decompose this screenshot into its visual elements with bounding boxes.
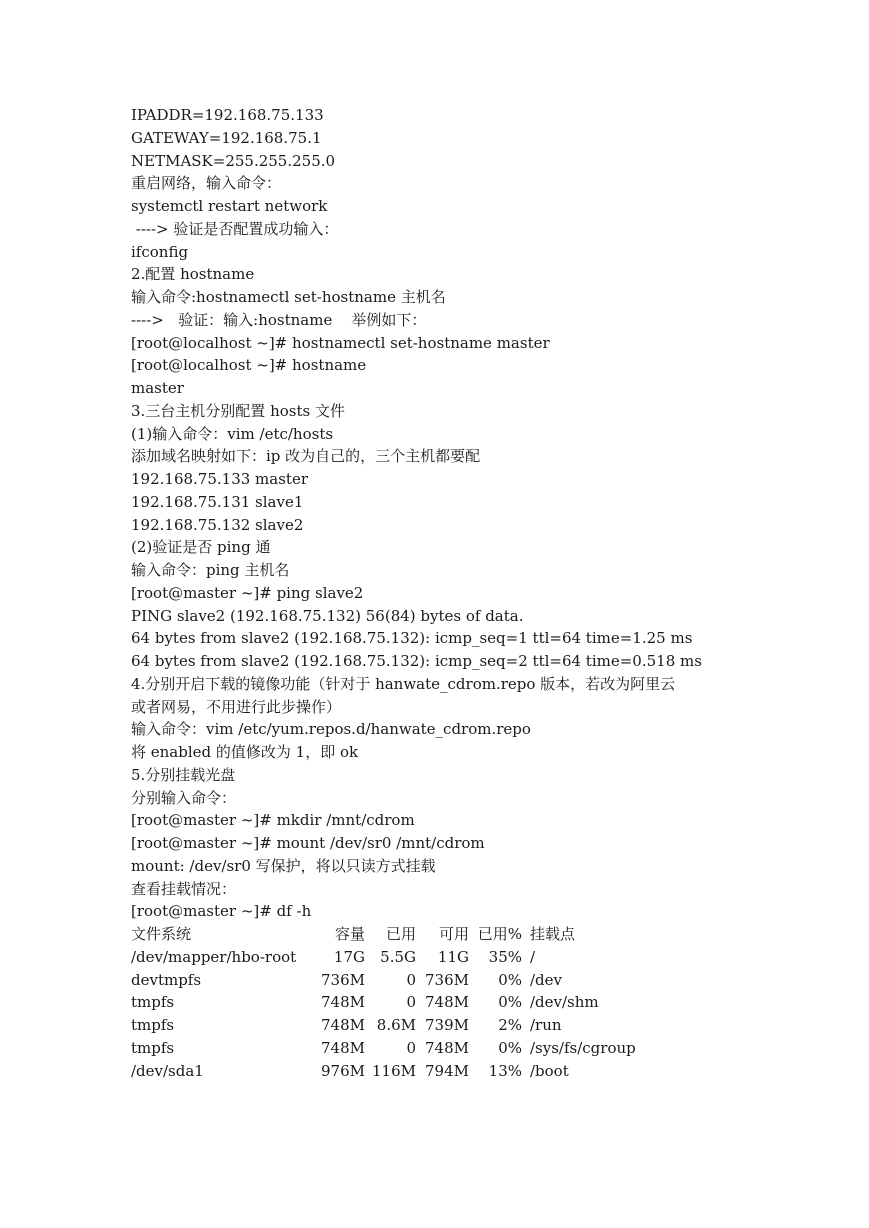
- table-cell: /dev/sda1: [131, 1061, 204, 1080]
- output-line: master: [131, 379, 184, 397]
- text-line: 输入命令:hostnamectl set-hostname 主机名: [131, 288, 446, 306]
- table-header-row: [131, 923, 636, 946]
- table-row: [131, 946, 636, 969]
- section-heading: 4.分别开启下载的镜像功能（针对于 hanwate_cdrom.repo 版本，若改为阿里云: [131, 674, 676, 693]
- table-cell: 11G: [437, 947, 469, 966]
- table-cell: /dev: [530, 970, 563, 989]
- command-line: [root@localhost ~]# hostname: [131, 356, 367, 375]
- text-line: (2)验证是否 ping 通: [131, 538, 271, 557]
- text-line: 将 enabled 的值修改为 1，即 ok: [131, 743, 359, 761]
- table-row: [131, 1037, 636, 1060]
- text-line: 输入命令：ping 主机名: [131, 561, 290, 579]
- table-cell: 739M: [425, 1016, 469, 1034]
- table-cell: 5.5G: [380, 947, 416, 966]
- table-cell: /run: [530, 1016, 562, 1034]
- table-cell: 976M: [321, 1061, 365, 1080]
- text-line: 添加域名映射如下：ip 改为自己的，三个主机都要配: [131, 447, 481, 466]
- table-row: [131, 969, 636, 992]
- command-line: [root@master ~]# mount /dev/sr0 /mnt/cdrom: [131, 834, 485, 852]
- text-line: 输入命令：vim /etc/yum.repos.d/hanwate_cdrom.repo: [131, 720, 531, 739]
- text-line: ----> 验证：输入:hostname 举例如下：: [131, 310, 427, 329]
- hosts-entry: 192.168.75.132 slave2: [131, 515, 304, 534]
- table-cell: tmpfs: [131, 993, 175, 1012]
- section-heading: 5.分别挂载光盘: [131, 765, 236, 784]
- text-line: systemctl restart network: [131, 197, 328, 215]
- table-row: [131, 1060, 636, 1083]
- text-line: 重启网络，输入命令：: [131, 174, 282, 193]
- section-heading: 3.三台主机分别配置 hosts 文件: [131, 401, 345, 420]
- table-cell: 0: [406, 970, 416, 989]
- table-cell: 736M: [321, 970, 365, 989]
- command-line: [root@master ~]# mkdir /mnt/cdrom: [131, 811, 415, 830]
- table-cell: /dev/mapper/hbo-root: [131, 947, 297, 966]
- output-line: mount: /dev/sr0 写保护，将以只读方式挂载: [131, 856, 436, 875]
- output-line: 64 bytes from slave2 (192.168.75.132): icmp_seq=2 ttl=64 time=0.518 ms: [131, 652, 702, 670]
- table-cell: /: [530, 947, 536, 966]
- text-line: 分别输入命令：: [131, 788, 237, 807]
- table-cell: 0%: [498, 970, 522, 989]
- table-cell: 748M: [425, 993, 469, 1012]
- table-cell: 35%: [488, 947, 522, 966]
- text-line: (1)输入命令：vim /etc/hosts: [131, 424, 334, 443]
- df-output-table: [131, 923, 636, 1082]
- table-header-cell: 挂载点: [530, 925, 576, 943]
- command-line: [root@localhost ~]# hostnamectl set-hostname master: [131, 333, 550, 352]
- table-header-cell: 文件系统: [131, 925, 192, 943]
- table-cell: /boot: [530, 1061, 569, 1080]
- text-line: 或者网易，不用进行此步操作）: [131, 697, 342, 716]
- text-line: GATEWAY=192.168.75.1: [131, 128, 322, 147]
- table-cell: /dev/shm: [530, 993, 599, 1012]
- table-cell: devtmpfs: [131, 970, 202, 989]
- command-line: [root@master ~]# df -h: [131, 902, 312, 921]
- table-cell: 0%: [498, 1038, 522, 1057]
- table-cell: 0: [406, 1038, 416, 1057]
- table-cell: 794M: [425, 1061, 469, 1080]
- table-cell: 13%: [488, 1061, 522, 1080]
- text-line: NETMASK=255.255.255.0: [131, 151, 336, 170]
- text-line: ifconfig: [131, 242, 189, 261]
- table-cell: 0: [406, 993, 416, 1012]
- table-header-cell: 可用: [438, 925, 469, 943]
- section-heading: 2.配置 hostname: [131, 265, 255, 284]
- table-cell: 0%: [498, 993, 522, 1012]
- table-cell: 2%: [498, 1016, 522, 1034]
- table-cell: 748M: [425, 1038, 469, 1057]
- table-cell: 748M: [321, 993, 365, 1012]
- table-row: [131, 991, 636, 1014]
- table-cell: 748M: [321, 1038, 365, 1057]
- table-row: [131, 1014, 636, 1037]
- hosts-entry: 192.168.75.131 slave1: [131, 492, 304, 511]
- table-cell: 748M: [321, 1016, 365, 1034]
- table-cell: 736M: [425, 970, 469, 989]
- table-cell: 116M: [372, 1061, 416, 1080]
- table-cell: tmpfs: [131, 1016, 175, 1034]
- table-header-cell: 已用%: [477, 925, 522, 943]
- table-cell: 8.6M: [376, 1016, 416, 1034]
- table-cell: 17G: [333, 947, 365, 966]
- hosts-entry: 192.168.75.133 master: [131, 470, 308, 488]
- table-cell: tmpfs: [131, 1038, 175, 1057]
- table-cell: /sys/fs/cgroup: [530, 1038, 636, 1057]
- text-line: 查看挂载情况：: [131, 879, 237, 898]
- document-page: [131, 104, 831, 1082]
- text-line: ----> 验证是否配置成功输入：: [131, 219, 339, 238]
- output-line: PING slave2 (192.168.75.132) 56(84) bytes of data.: [131, 606, 524, 625]
- text-line: IPADDR=192.168.75.133: [131, 106, 324, 124]
- table-header-cell: 容量: [334, 925, 365, 943]
- command-line: [root@master ~]# ping slave2: [131, 583, 364, 602]
- table-header-cell: 已用: [385, 925, 416, 943]
- output-line: 64 bytes from slave2 (192.168.75.132): icmp_seq=1 ttl=64 time=1.25 ms: [131, 629, 693, 648]
